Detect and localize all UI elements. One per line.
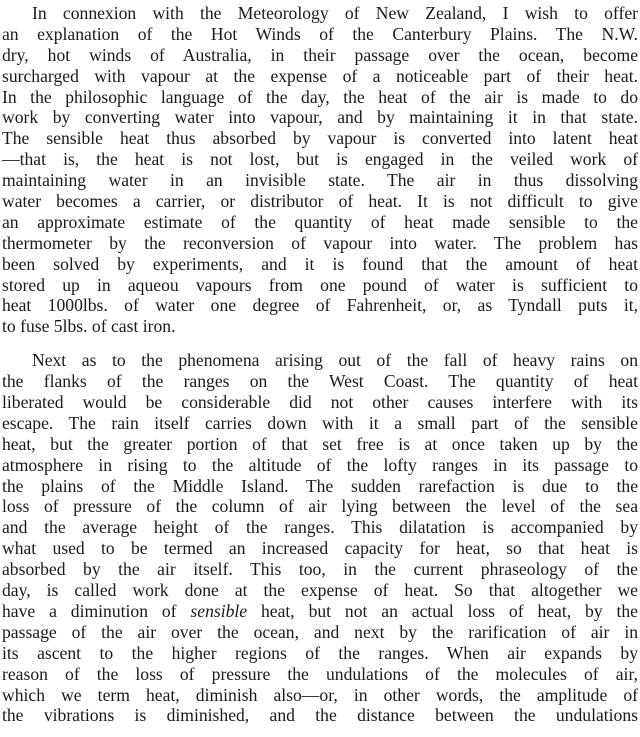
text-line: loss of pressure of the column of air lying between the level of the sea: [2, 496, 638, 517]
text-line: passage of the air over the ocean, and next by the rarification of air in: [2, 621, 638, 642]
text-line: surcharged with vapour at the expense of a noticeable part of their heat.: [2, 65, 638, 86]
text-line: an explanation of the Hot Winds of the Canterbury Plains. The N.W.: [2, 23, 638, 44]
text-line: heat 1000lbs. of water one degree of Fahrenheit, or, as Tyndall puts it,: [2, 295, 638, 316]
text-line: escape. The rain itself carries down with it a small part of the sensible: [2, 412, 638, 433]
text-line: an approximate estimate of the quantity of heat made sensible to the: [2, 211, 638, 232]
text-line: dry, hot winds of Australia, in their passage over the ocean, become: [2, 44, 638, 65]
text-line: what used to be termed an increased capacity for heat, so that heat is: [2, 538, 638, 559]
text-line: —that is, the heat is not lost, but is engaged in the veiled work of: [2, 149, 638, 170]
text-line: stored up in aqueou vapours from one pound of water is sufficient to: [2, 274, 638, 295]
text-line: absorbed by the air itself. This too, in the current phraseology of the: [2, 559, 638, 580]
text-line: its ascent to the higher regions of the ranges. When air expands by: [2, 642, 638, 663]
emphasis-sensible: sensible: [190, 600, 248, 621]
text-line: heat, but the greater portion of that set free is at once taken up by the: [2, 433, 638, 454]
text-line: The sensible heat thus absorbed by vapour is converted into latent heat: [2, 128, 638, 149]
text-line: to fuse 5lbs. of cast iron.: [2, 316, 176, 337]
paragraph-hot-winds: [2, 3, 638, 337]
text-line: reason of the loss of pressure the undulations of the molecules of air,: [2, 663, 638, 684]
text-line: the vibrations is diminished, and the distance between the undulations: [2, 705, 638, 726]
text-line: day, is called work done at the expense of heat. So that altogether we: [2, 580, 638, 601]
text-line: atmosphere in rising to the altitude of the lofty ranges in its passage to: [2, 454, 638, 475]
paragraph-west-coast-rains: [2, 350, 638, 726]
text-line: Next as to the phenomena arising out of the fall of heavy rains on: [32, 350, 638, 371]
text-line: been solved by experiments, and it is found that the amount of heat: [2, 253, 638, 274]
text-line: have a diminution of sensible heat, but not an actual loss of heat, by the: [2, 600, 638, 621]
text-line: In the philosophic language of the day, the heat of the air is made to do: [2, 86, 638, 107]
text-line: liberated would be considerable did not other causes interfere with its: [2, 392, 638, 413]
text-line: the flanks of the ranges on the West Coast. The quantity of heat: [2, 371, 638, 392]
text-line: which we term heat, diminish also—or, in other words, the amplitude of: [2, 684, 638, 705]
text-line: thermometer by the reconversion of vapour into water. The problem has: [2, 232, 638, 253]
text-line: the plains of the Middle Island. The sudden rarefaction is due to the: [2, 475, 638, 496]
paragraph-gap: [2, 337, 638, 350]
text-line: and the average height of the ranges. This dilatation is accompanied by: [2, 517, 638, 538]
text-line: In connexion with the Meteorology of New Zealand, I wish to offer: [32, 3, 638, 23]
text-line: water becomes a carrier, or distributor of heat. It is not difficult to give: [2, 191, 638, 212]
text-line: maintaining water in an invisible state. The air in thus dissolving: [2, 170, 638, 191]
text-line: work by converting water into vapour, and by maintaining it in that state.: [2, 107, 638, 128]
